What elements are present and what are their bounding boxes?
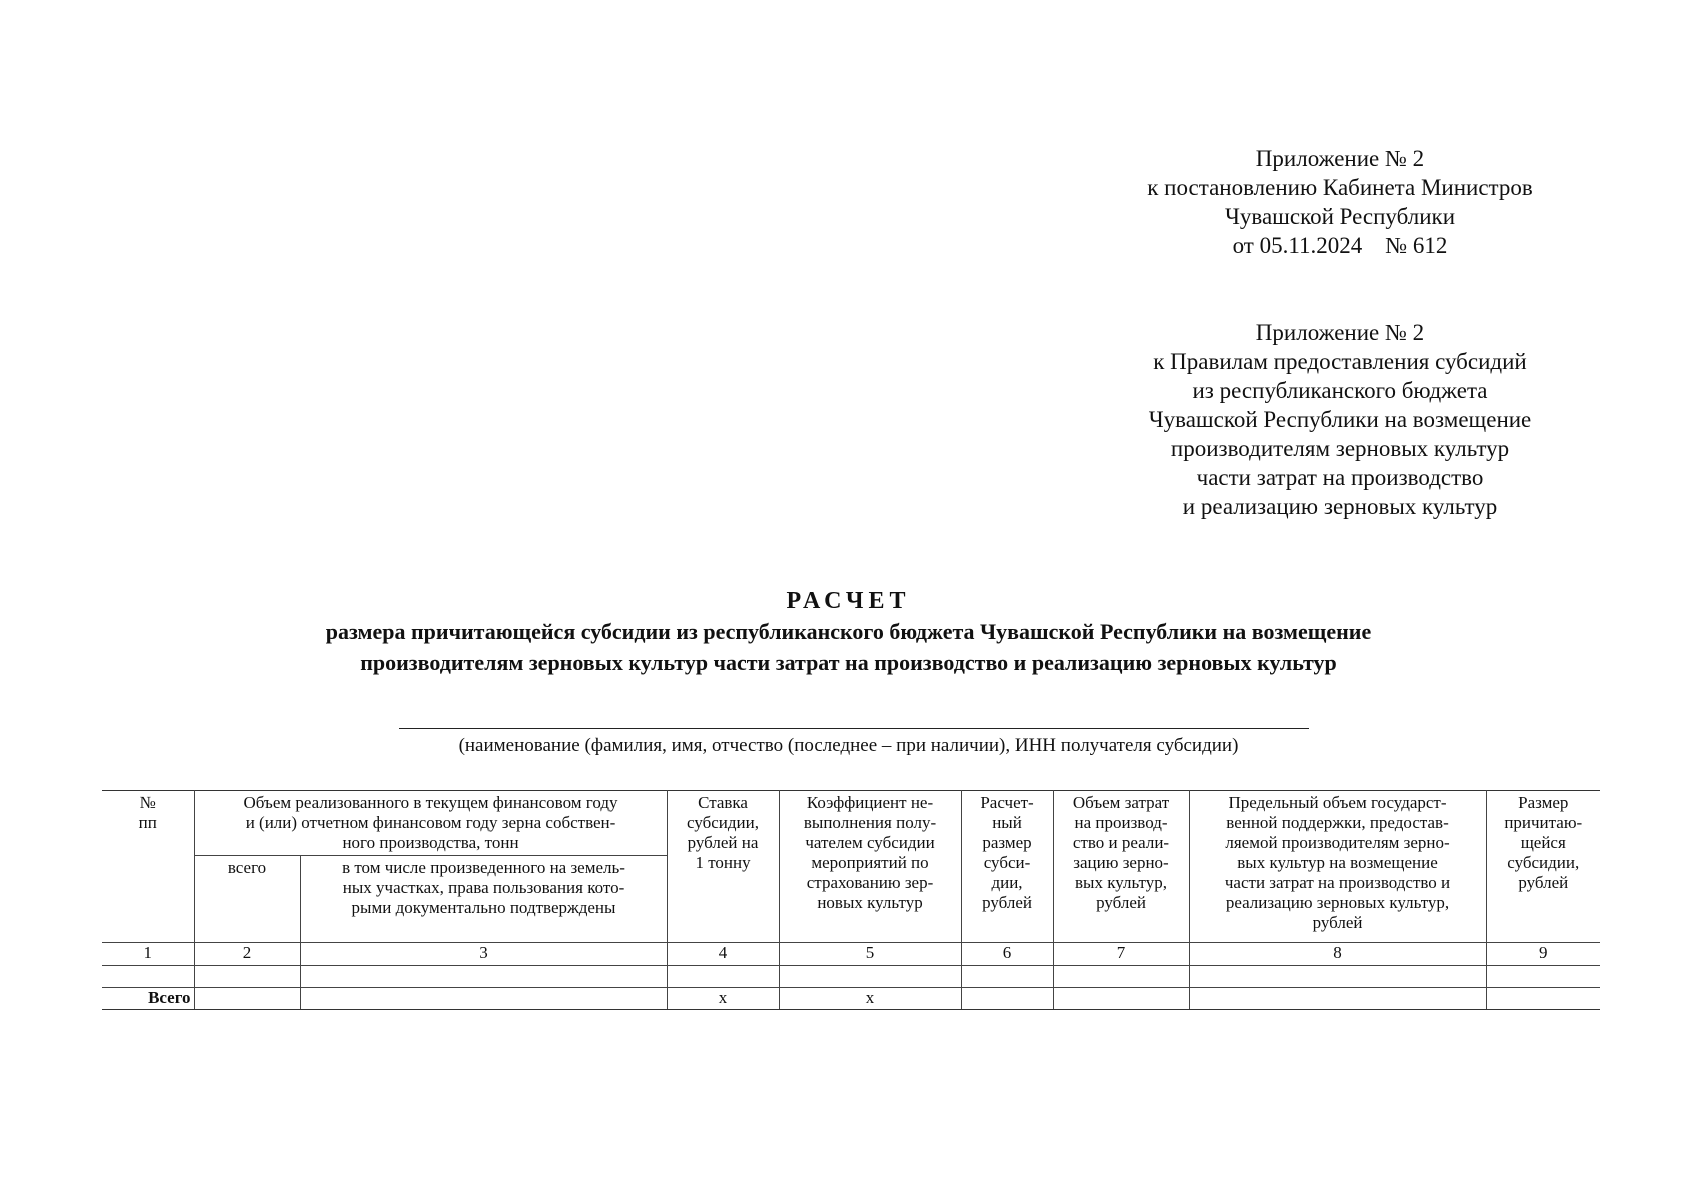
appendix-decree-line: Чувашской Республики [1224, 204, 1456, 229]
table-cell [1486, 966, 1600, 988]
column-number-cell: 2 [194, 943, 300, 966]
table-cell [1053, 966, 1189, 988]
table-cell [300, 988, 667, 1010]
total-coefficient-cross: х [779, 988, 961, 1010]
subsidy-calculation-table [102, 790, 1600, 1010]
appendix-rules-line: к Правилам предоставления субсидий [1153, 349, 1527, 374]
appendix-rules-line: производителям зерновых культур [1170, 436, 1510, 461]
appendix-decree-line: к постановлению Кабинета Министров [1147, 175, 1533, 200]
appendix-rules-line: Приложение № 2 [1255, 320, 1425, 345]
column-number-cell: 7 [1053, 943, 1189, 966]
header-calculated-subsidy: Расчет- ный размер субси- дии, рублей [961, 791, 1053, 943]
header-subsidy-due: Размер причитаю- щейся субсидии, рублей [1486, 791, 1600, 943]
column-number-cell: 3 [300, 943, 667, 966]
table-cell [1053, 988, 1189, 1010]
document-subtitle-line-1: размера причитающейся субсидии из республиканского бюджета Чувашской Республики на возмещение [325, 619, 1372, 644]
header-volume-group: Объем реализованного в текущем финансовом году и (или) отчетном финансовом году зерна собствен- ного производства, тонн [194, 791, 667, 856]
document-title: РАСЧЕТ [786, 588, 911, 614]
table-header-row [102, 791, 1600, 856]
table-cell [194, 988, 300, 1010]
header-costs-volume: Объем затрат на производ- ство и реали- зацию зерно- вых культур, рублей [1053, 791, 1189, 943]
appendix-rules-line: и реализацию зерновых культур [1182, 494, 1498, 519]
table-cell [102, 966, 194, 988]
appendix-decree-date-line: от 05.11.2024 № 612 [1232, 233, 1448, 258]
total-rate-cross: х [667, 988, 779, 1010]
column-number-cell: 5 [779, 943, 961, 966]
column-number-cell: 9 [1486, 943, 1600, 966]
column-number-cell: 8 [1189, 943, 1486, 966]
appendix-rules-line: Чувашской Республики на возмещение [1148, 407, 1532, 432]
appendix-decree-line: Приложение № 2 [1255, 146, 1425, 171]
column-number-cell: 4 [667, 943, 779, 966]
column-number-cell: 1 [102, 943, 194, 966]
table-cell [300, 966, 667, 988]
appendix-rules-line: из республиканского бюджета [1192, 378, 1488, 403]
header-support-limit: Предельный объем государст- венной поддержки, предостав- ляемой производителям зерно- вых культур на возмещение части затрат на производство и реализацию зерновых культур, рублей [1189, 791, 1486, 943]
table-cell [1486, 988, 1600, 1010]
appendix-rules-block [1100, 318, 1580, 521]
appendix-decree-block [1100, 144, 1580, 260]
table-cell [667, 966, 779, 988]
table-column-numbers-row [102, 943, 1600, 966]
table-cell [779, 966, 961, 988]
header-insurance-coefficient: Коэффициент не- выполнения полу- чателем субсидии мероприятий по страхованию зер- новых культур [779, 791, 961, 943]
header-volume-own-land: в том числе произведенного на земель- ных участках, права пользования кото- рыми документально подтверждены [300, 856, 667, 943]
table-cell [194, 966, 300, 988]
total-label: Всего [102, 988, 194, 1010]
table-cell [961, 966, 1053, 988]
table-total-row [102, 988, 1600, 1010]
table-cell [1189, 966, 1486, 988]
header-volume-total: всего [194, 856, 300, 943]
table-row [102, 966, 1600, 988]
table-cell [1189, 988, 1486, 1010]
appendix-rules-line: части затрат на производство [1196, 465, 1484, 490]
header-number: № пп [102, 791, 194, 943]
table-cell [961, 988, 1053, 1010]
document-subtitle-line-2: производителям зерновых культур части затрат на производство и реализацию зерновых культур [360, 650, 1337, 675]
recipient-name-caption: (наименование (фамилия, имя, отчество (последнее – при наличии), ИНН получателя субсидии) [458, 735, 1239, 756]
header-subsidy-rate: Ставка субсидии, рублей на 1 тонну [667, 791, 779, 943]
column-number-cell: 6 [961, 943, 1053, 966]
recipient-name-blank-line [399, 728, 1309, 729]
